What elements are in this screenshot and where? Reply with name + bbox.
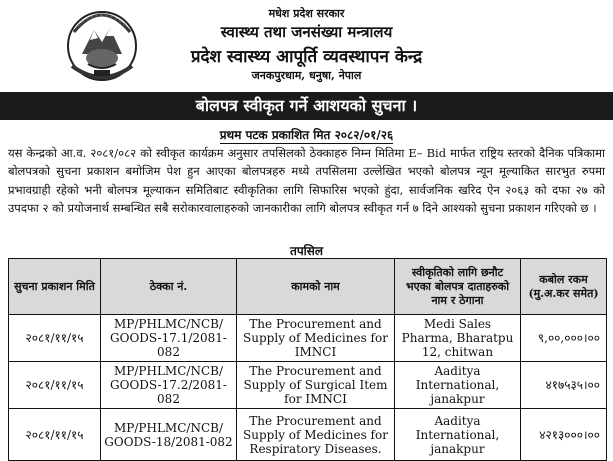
cell-bidder: Medi Sales Pharma, Bharatpu 12, chitwan <box>395 315 521 362</box>
cell-date: २०८१/११/१५ <box>9 409 101 461</box>
table-row <box>9 409 607 461</box>
cell-work: The Procurement and Supply of Medicines for IMNCI <box>237 315 395 362</box>
cell-work: The Procurement and Supply of Medicines for Respiratory Diseases. <box>237 409 395 461</box>
cell-contract: MP/PHLMC/NCB/ GOODS-17.1/2081-082 <box>101 315 237 362</box>
col-header-work: कामको नाम <box>237 259 395 315</box>
table-header-row <box>9 259 607 315</box>
cell-date: २०८१/११/१५ <box>9 362 101 409</box>
header-ministry: स्वास्थ्य तथा जनसंख्या मन्त्रालय <box>220 23 393 41</box>
schedule-title-text: तपसिल <box>289 244 323 258</box>
col-header-amount: कबोल रकम (मु.अ.कर समेत) <box>521 259 607 315</box>
col-header-contract: ठेक्का नं. <box>101 259 237 315</box>
table-row <box>9 362 607 409</box>
cell-bidder: Aaditya International, janakpur <box>395 409 521 461</box>
cell-contract: MP/PHLMC/NCB/ GOODS-17.2/2081-082 <box>101 362 237 409</box>
cell-amount: ४२१३०००।०० <box>521 409 607 461</box>
publish-date <box>0 126 613 143</box>
header-office: प्रदेश स्वास्थ्य आपूर्ति व्यवस्थापन केन्द्र <box>190 47 423 67</box>
bid-table <box>8 258 607 461</box>
col-header-date: सुचना प्रकाशन मिति <box>9 259 101 315</box>
publish-date-text: प्रथम पटक प्रकाशित मित २०८२/०१/२६ <box>219 128 394 142</box>
cell-work: The Procurement and Supply of Surgical Item for IMNCI <box>237 362 395 409</box>
table-row <box>9 315 607 362</box>
col-header-bidder: स्वीकृतिको लागि छनौट भएका बोलपत्र दाताहरुको नाम र ठेगाना <box>395 259 521 315</box>
cell-amount: ४१७५३५।०० <box>521 362 607 409</box>
cell-contract: MP/PHLMC/NCB/ GOODS-18/2081-082 <box>101 409 237 461</box>
header-address: जनकपुरधाम, धनुषा, नेपाल <box>251 69 362 82</box>
notice-body: यस केन्द्रको आ.व. २०८१/०८२ को स्वीकृत कार्यक्रम अनुसार तपसिलको ठेक्काहरु निम्न मितिमा E– Bid मार्फत राष्ट्रिय स्तरको दैनिक पत्रिकामा बोलपत्रको सुचना प्रकाशन बमोजिम पेश हुन आएका बोलपत्रहरु मध्ये तपसिलमा उल्लेखित भएको बोलपत्र न्यून मूल्याकित सारभुत रुपमा प्रभावग्राही रहेको भनी बोलपत्र मूल्याकन समितिबाट स्वीकृतिका लागि सिफारिस भएको हुंदा, सार्वजनिक खरिद ऐन २०६३ को दफा २७ को उपदफा २ को प्रयोजनार्थ सम्बन्धित सबै सरोकारवालाहरुको जानकारीका लागि बोलपत्र स्वीकृत गर्न ७ दिने आश्यको सुचना प्रकाशन गरिएको छ । <box>8 146 605 216</box>
cell-bidder: Aaditya International, janakpur <box>395 362 521 409</box>
header-government: मधेश प्रदेश सरकार <box>268 7 345 20</box>
notice-banner: बोलपत्र स्वीकृत गर्ने आशयको सुचना । <box>0 92 613 120</box>
schedule-title <box>0 242 613 259</box>
cell-date: २०८१/११/१५ <box>9 315 101 362</box>
cell-amount: ९,००,०००।०० <box>521 315 607 362</box>
